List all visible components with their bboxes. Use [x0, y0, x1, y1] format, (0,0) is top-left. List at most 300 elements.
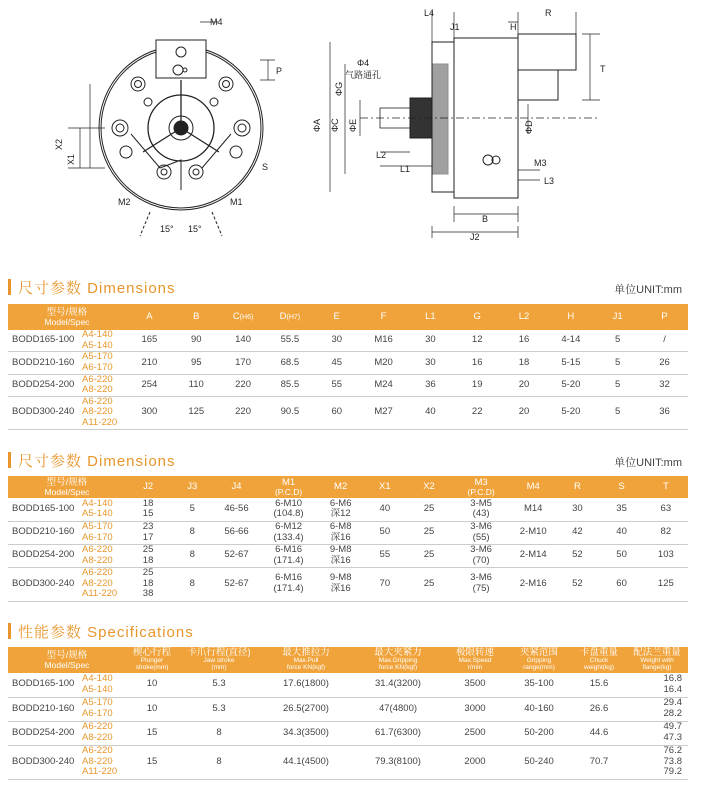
cell-m2	[319, 498, 363, 521]
cell-r: 52	[555, 544, 599, 567]
cell-t: 103	[644, 544, 688, 567]
cell-m3-line: 3-M5	[470, 497, 492, 509]
cell-flange	[626, 697, 688, 721]
section-marker	[8, 452, 11, 468]
col-g: G	[454, 304, 501, 330]
cell-grip: 31.4(3200)	[352, 673, 444, 697]
table-row	[8, 697, 688, 721]
cell-f: M24	[360, 374, 407, 396]
cell-flange-line: 73.8	[663, 755, 682, 767]
cell-m1	[259, 498, 319, 521]
spec-item: A6-220	[82, 567, 113, 579]
cell-l2: 18	[501, 352, 548, 374]
cell-x1: 55	[363, 544, 407, 567]
spec-item: A6-220	[82, 373, 113, 385]
cell-d: 90.5	[266, 396, 313, 429]
spec-item: A5-140	[82, 508, 113, 520]
cell-j2-line: 25	[142, 543, 154, 555]
cell-m1-line: 6-M16	[275, 572, 303, 584]
cell-m2-line: 深12	[330, 508, 351, 520]
cell-plunger: 10	[126, 673, 178, 697]
spec-list	[82, 397, 126, 429]
col-l2: L2	[501, 304, 548, 330]
cell-flange-line: 29.4	[663, 697, 682, 709]
cell-m2-line: 深16	[330, 554, 351, 566]
cell-j2-line: 17	[142, 531, 154, 543]
cell-chuck: 70.7	[572, 745, 626, 779]
cell-flange-line: 16.4	[663, 683, 682, 695]
cell-b: 95	[173, 352, 220, 374]
section-title: 尺寸参数 Dimensions	[18, 453, 176, 470]
cell-d: 55.5	[266, 330, 313, 352]
cell-m3-line: 3-M6	[470, 572, 492, 584]
label-p: P	[276, 66, 283, 76]
cell-b: 90	[173, 330, 220, 352]
cell-j2	[126, 498, 170, 521]
cell-s: 40	[600, 521, 644, 544]
label-l4: L4	[424, 8, 435, 18]
specifications-table-body	[8, 673, 688, 779]
spec-list	[82, 674, 126, 695]
col-j2: J2	[126, 476, 170, 498]
cell-p: 36	[641, 396, 688, 429]
cell-d: 68.5	[266, 352, 313, 374]
cell-x2: 25	[407, 544, 451, 567]
cell-speed: 3500	[444, 673, 506, 697]
cell-j4: 52-67	[214, 567, 258, 601]
cell-range: 50-200	[506, 721, 572, 745]
cell-b: 110	[173, 374, 220, 396]
cell-c: 220	[220, 374, 267, 396]
cell-e: 55	[313, 374, 360, 396]
spec-item: A5-140	[82, 683, 113, 695]
cell-plunger: 15	[126, 721, 178, 745]
spec-item: A5-140	[82, 339, 113, 351]
col-plunger-stroke: 楔心行程 Plunger stroke(mm)	[126, 647, 178, 673]
model-name: BODD254-200	[12, 549, 75, 561]
cell-j2-line: 18	[142, 577, 154, 589]
spec-list	[82, 499, 126, 520]
model-cell	[8, 721, 126, 745]
cell-h: 5-15	[547, 352, 594, 374]
cell-flange-line: 16.8	[663, 673, 682, 685]
model-name: BODD210-160	[12, 356, 75, 368]
label-m3: M3	[534, 158, 547, 168]
label-phi4: Φ4	[357, 58, 370, 68]
label-b: B	[482, 214, 489, 224]
cell-m1-line: 6-M10	[275, 497, 303, 509]
cell-l2: 20	[501, 396, 548, 429]
model-cell	[8, 673, 126, 697]
cell-a: 300	[126, 396, 173, 429]
cell-m2-line: 9-M8	[329, 543, 352, 555]
cell-h: 5-20	[547, 374, 594, 396]
cell-m1-line: (171.4)	[273, 554, 304, 566]
cell-j2-line: 23	[142, 520, 154, 532]
cell-b: 125	[173, 396, 220, 429]
cell-e: 30	[313, 330, 360, 352]
col-l1: L1	[407, 304, 454, 330]
col-m4: M4	[511, 476, 555, 498]
col-grip-range: 夹紧范围 Gripping range(mm)	[506, 647, 572, 673]
col-e: E	[313, 304, 360, 330]
label-air-hole: 气路通孔	[345, 70, 382, 80]
table-row	[8, 396, 688, 429]
cell-m3-line: 3-M6	[470, 520, 492, 532]
cell-m4: 2-M16	[511, 567, 555, 601]
spec-item: A8-220	[82, 755, 113, 767]
cell-chuck: 15.6	[572, 673, 626, 697]
cell-m4: 2-M14	[511, 544, 555, 567]
cell-f: M20	[360, 352, 407, 374]
model-cell	[8, 521, 126, 544]
cell-m2-line: 深16	[330, 583, 351, 594]
col-x2: X2	[407, 476, 451, 498]
spec-item: A8-220	[82, 554, 113, 566]
cell-flange-line: 49.7	[663, 721, 682, 733]
chuck-front-view	[68, 22, 275, 236]
unit-label: 单位UNIT:mm	[614, 284, 682, 296]
table-row	[8, 498, 688, 521]
model-name: BODD300-240	[12, 406, 75, 418]
cell-c: 170	[220, 352, 267, 374]
section-dimensions-2	[0, 449, 714, 471]
cell-m3	[451, 521, 511, 544]
col-max-speed: 极限转速 Max.Speed r/min	[444, 647, 506, 673]
col-flange-weight: 配法兰重量 Weight with flange(kg)	[626, 647, 688, 673]
cell-m4: 2-M10	[511, 521, 555, 544]
spec-list	[82, 698, 126, 719]
table-row	[8, 374, 688, 396]
cell-j2-line: 38	[142, 588, 154, 600]
spec-item: A6-220	[82, 721, 113, 733]
model-name: BODD165-100	[12, 502, 75, 514]
cell-m1-line: 6-M12	[275, 520, 303, 532]
cell-j2	[126, 544, 170, 567]
cell-m2	[319, 521, 363, 544]
dimensions-table-2-body	[8, 498, 688, 601]
spec-list	[82, 330, 126, 351]
section-dimensions-1	[0, 276, 714, 298]
label-h: H	[510, 22, 517, 32]
cell-m2	[319, 544, 363, 567]
model-name: BODD300-240	[12, 577, 75, 589]
cell-j3: 8	[170, 567, 214, 601]
section-marker	[8, 623, 11, 639]
cell-jaw: 5.3	[178, 697, 260, 721]
cell-m3-line: 3-M6	[470, 543, 492, 555]
table-row	[8, 567, 688, 601]
cell-jaw: 8	[178, 745, 260, 779]
cell-t: 63	[644, 498, 688, 521]
cell-m1-line: (171.4)	[273, 583, 304, 594]
cell-l1: 30	[407, 330, 454, 352]
label-phic: ΦC	[330, 118, 340, 132]
cell-grip: 61.7(6300)	[352, 721, 444, 745]
spec-item: A6-170	[82, 531, 113, 543]
col-d: D(H7)	[266, 304, 313, 330]
model-cell	[8, 697, 126, 721]
table-row	[8, 544, 688, 567]
cell-m2	[319, 567, 363, 601]
cell-e: 45	[313, 352, 360, 374]
chuck-side-view	[330, 12, 600, 238]
model-name: BODD300-240	[12, 755, 75, 767]
cell-pull: 17.6(1800)	[260, 673, 352, 697]
label-t: T	[600, 64, 606, 74]
spec-list	[82, 545, 126, 566]
cell-j4: 52-67	[214, 544, 258, 567]
cell-j2	[126, 521, 170, 544]
cell-pull: 34.3(3500)	[260, 721, 352, 745]
spec-item: A11-220	[82, 417, 118, 428]
cell-chuck: 26.6	[572, 697, 626, 721]
cell-s: 50	[600, 544, 644, 567]
cell-chuck: 44.6	[572, 721, 626, 745]
label-x2: X2	[54, 138, 64, 150]
cell-j4: 46-56	[214, 498, 258, 521]
spec-item: A6-220	[82, 745, 113, 757]
cell-t: 82	[644, 521, 688, 544]
cell-flange	[626, 721, 688, 745]
cell-m1	[259, 544, 319, 567]
section-specifications	[0, 620, 714, 642]
col-m2: M2	[319, 476, 363, 498]
cell-m1-line: (104.8)	[273, 508, 304, 520]
spec-item: A8-220	[82, 384, 113, 396]
cell-m3-line: (75)	[472, 583, 490, 594]
label-m2: M2	[118, 197, 131, 207]
unit-label: 单位UNIT:mm	[614, 457, 682, 469]
model-cell	[8, 352, 126, 374]
table-row	[8, 521, 688, 544]
label-m4: M4	[210, 17, 223, 27]
label-l1: L1	[400, 164, 411, 174]
cell-d: 85.5	[266, 374, 313, 396]
cell-j1: 5	[594, 374, 641, 396]
cell-g: 16	[454, 352, 501, 374]
cell-speed: 2500	[444, 721, 506, 745]
model-name: BODD210-160	[12, 526, 75, 538]
cell-m1-line: (133.4)	[273, 531, 304, 543]
cell-s: 35	[600, 498, 644, 521]
spec-item: A5-170	[82, 697, 113, 709]
cell-g: 12	[454, 330, 501, 352]
cell-flange	[626, 673, 688, 697]
cell-jaw: 8	[178, 721, 260, 745]
cell-j1: 5	[594, 396, 641, 429]
cell-x1: 70	[363, 567, 407, 601]
dimensions-table-1-body	[8, 330, 688, 429]
cell-speed: 2000	[444, 745, 506, 779]
spec-item: A8-220	[82, 406, 113, 418]
col-j1: J1	[594, 304, 641, 330]
cell-grip: 47(4800)	[352, 697, 444, 721]
col-c: C(H6)	[220, 304, 267, 330]
cell-l1: 30	[407, 352, 454, 374]
cell-flange-line: 47.3	[663, 732, 682, 743]
col-s: S	[600, 476, 644, 498]
col-j4: J4	[214, 476, 258, 498]
spec-item: A11-220	[82, 766, 118, 778]
dimensions-table-2	[8, 476, 688, 602]
cell-j2-line: 18	[142, 554, 154, 566]
cell-x2: 25	[407, 567, 451, 601]
cell-l2: 16	[501, 330, 548, 352]
cell-m3-line: (43)	[472, 508, 490, 520]
spec-item: A6-170	[82, 708, 113, 719]
col-model: 型号/规格 Model/Spec	[8, 304, 126, 330]
col-m3: M3 (P.C.D)	[451, 476, 511, 498]
cell-x1: 40	[363, 498, 407, 521]
col-jaw-stroke: 卡爪行程(直径) Jaw stroke (mm)	[178, 647, 260, 673]
model-cell	[8, 396, 126, 429]
col-a: A	[126, 304, 173, 330]
specifications-table	[8, 647, 688, 780]
table-row	[8, 721, 688, 745]
cell-p: 32	[641, 374, 688, 396]
cell-range: 35-100	[506, 673, 572, 697]
cell-m4: M14	[511, 498, 555, 521]
model-name: BODD254-200	[12, 726, 75, 738]
cell-l1: 40	[407, 396, 454, 429]
cell-m2-line: 6-M6	[329, 497, 352, 509]
table-row	[8, 673, 688, 697]
cell-t: 125	[644, 567, 688, 601]
spec-list	[82, 722, 126, 743]
label-j2: J2	[470, 232, 480, 242]
cell-a: 210	[126, 352, 173, 374]
spec-item: A4-140	[82, 329, 113, 340]
spec-item: A6-220	[82, 543, 113, 555]
technical-drawing	[0, 0, 714, 262]
dimensions-table-1	[8, 304, 688, 430]
col-j3: J3	[170, 476, 214, 498]
col-max-pull: 最大推拉力 Max.Pull force KN(kgf)	[260, 647, 352, 673]
cell-r: 52	[555, 567, 599, 601]
cell-j3: 8	[170, 521, 214, 544]
label-l2: L2	[376, 150, 387, 160]
cell-a: 165	[126, 330, 173, 352]
label-r: R	[545, 8, 552, 18]
label-15deg-right: 15°	[188, 224, 202, 234]
label-m1: M1	[230, 197, 243, 207]
cell-plunger: 10	[126, 697, 178, 721]
cell-a: 254	[126, 374, 173, 396]
cell-plunger: 15	[126, 745, 178, 779]
col-f: F	[360, 304, 407, 330]
col-r: R	[555, 476, 599, 498]
spec-item: A8-220	[82, 732, 113, 743]
cell-pull: 44.1(4500)	[260, 745, 352, 779]
cell-j1: 5	[594, 330, 641, 352]
cell-j3: 5	[170, 498, 214, 521]
cell-j2-line: 15	[142, 508, 154, 520]
label-phie: ΦE	[348, 118, 358, 132]
table-row	[8, 330, 688, 352]
spec-item: A5-170	[82, 520, 113, 532]
cell-m3	[451, 567, 511, 601]
model-name: BODD165-100	[12, 678, 75, 690]
cell-m1	[259, 567, 319, 601]
section-marker	[8, 279, 11, 295]
cell-f: M16	[360, 330, 407, 352]
cell-j2-line: 25	[142, 567, 154, 579]
cell-l2: 20	[501, 374, 548, 396]
cell-h: 5-20	[547, 396, 594, 429]
spec-item: A6-170	[82, 361, 113, 373]
cell-s: 60	[600, 567, 644, 601]
cell-m1-line: 6-M16	[275, 543, 303, 555]
section-title: 尺寸参数 Dimensions	[18, 280, 176, 297]
model-cell	[8, 374, 126, 396]
cell-speed: 3000	[444, 697, 506, 721]
cell-m3-line: (70)	[472, 554, 490, 566]
cell-l1: 36	[407, 374, 454, 396]
label-s: S	[262, 162, 269, 172]
cell-j2-line: 18	[142, 497, 154, 509]
cell-m1	[259, 521, 319, 544]
model-cell	[8, 330, 126, 352]
cell-flange	[626, 745, 688, 779]
cell-j3: 8	[170, 544, 214, 567]
col-t: T	[644, 476, 688, 498]
cell-grip: 79.3(8100)	[352, 745, 444, 779]
cell-j4: 56-66	[214, 521, 258, 544]
spec-list	[82, 375, 126, 396]
spec-item: A8-220	[82, 577, 113, 589]
cell-c: 220	[220, 396, 267, 429]
cell-flange-line: 28.2	[663, 708, 682, 719]
label-15deg-left: 15°	[160, 224, 174, 234]
cell-g: 19	[454, 374, 501, 396]
col-max-grip: 最大夹紧力 Max.Gripping force KN(kgf)	[352, 647, 444, 673]
label-x1: X1	[66, 153, 76, 165]
label-phia: ΦA	[312, 118, 322, 132]
model-cell	[8, 498, 126, 521]
model-cell	[8, 745, 126, 779]
model-cell	[8, 567, 126, 601]
cell-m3	[451, 544, 511, 567]
cell-flange-line: 76.2	[663, 745, 682, 757]
col-m1: M1 (P.C.D)	[259, 476, 319, 498]
spec-item: A6-220	[82, 395, 113, 407]
cell-m2-line: 6-M8	[329, 520, 352, 532]
cell-flange-line: 79.2	[663, 766, 682, 778]
col-b: B	[173, 304, 220, 330]
col-chuck-weight: 卡盘重量 Chuck weight(kg)	[572, 647, 626, 673]
cell-range: 50-240	[506, 745, 572, 779]
cell-e: 60	[313, 396, 360, 429]
cell-j1: 5	[594, 352, 641, 374]
table-row	[8, 352, 688, 374]
cell-p: 26	[641, 352, 688, 374]
cell-m3	[451, 498, 511, 521]
col-model: 型号/规格 Model/Spec	[8, 647, 126, 673]
cell-p: /	[641, 330, 688, 352]
cell-c: 140	[220, 330, 267, 352]
label-phig: ΦG	[334, 81, 344, 96]
cell-f: M27	[360, 396, 407, 429]
cell-r: 42	[555, 521, 599, 544]
spec-list	[82, 352, 126, 373]
label-phid: ΦD	[524, 120, 534, 134]
spec-list	[82, 522, 126, 543]
col-h: H	[547, 304, 594, 330]
spec-list	[82, 568, 126, 600]
table-row	[8, 745, 688, 779]
model-cell	[8, 544, 126, 567]
